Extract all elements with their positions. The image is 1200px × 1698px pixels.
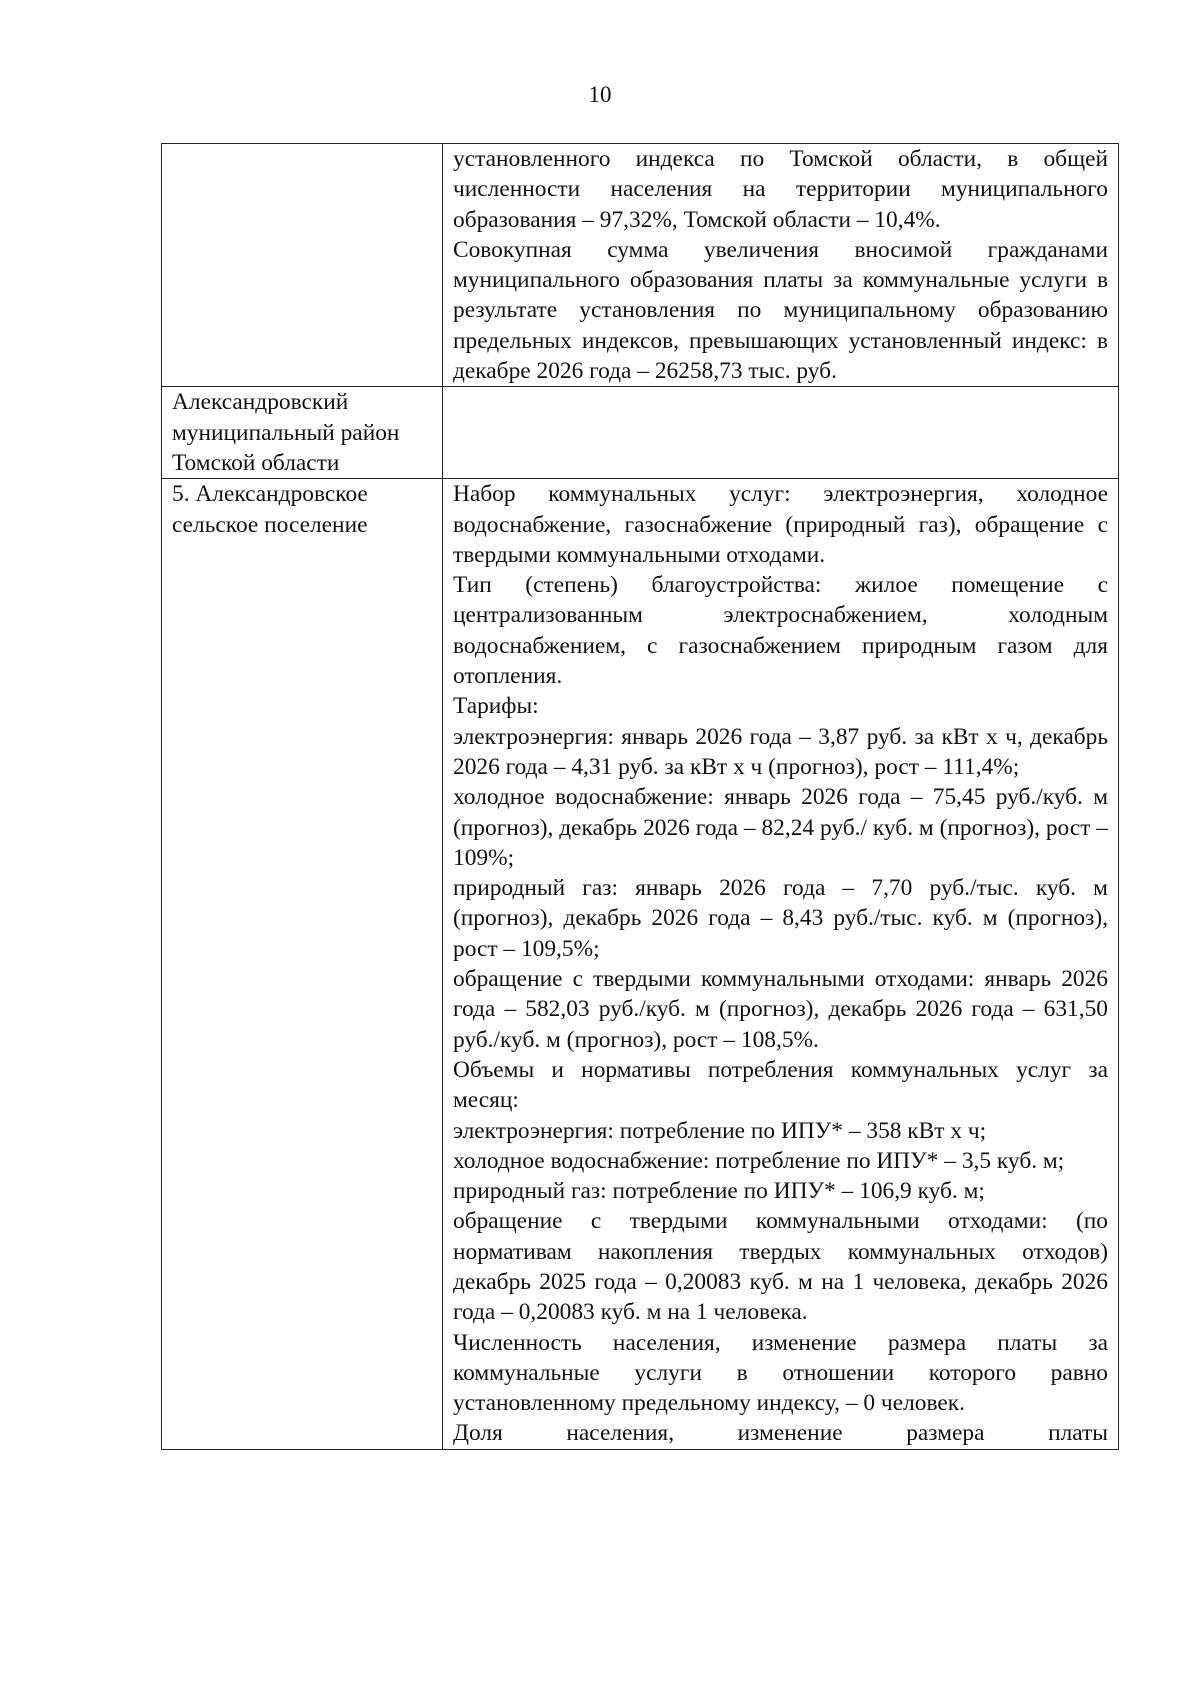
paragraph: холодное водоснабжение: январь 2026 года – 75,45 руб./куб. м (прогноз), декабрь 2026 года – 82,24 руб./ куб. м (прогноз), рост – 109%;: [453, 784, 1108, 871]
table-row: [162, 144, 1119, 387]
paragraph: природный газ: январь 2026 года – 7,70 руб./тыс. куб. м (прогноз), декабрь 2026 года – 8,43 руб./тыс. куб. м (прогноз), рост – 109,5%;: [453, 875, 1108, 962]
paragraph: Тарифы:: [453, 693, 539, 720]
row-label: 5. Александровское сельское поселение: [162, 479, 443, 1450]
paragraph: холодное водоснабжение: потребление по ИПУ* – 3,5 куб. м;: [453, 1147, 1065, 1174]
paragraph: электроэнергия: потребление по ИПУ* – 358 кВт х ч;: [453, 1117, 987, 1144]
row-label: Александровский муниципальный район Томской области: [162, 387, 443, 479]
paragraph: обращение с твердыми коммунальными отходами: январь 2026 года – 582,03 руб./куб. м (прогноз), декабрь 2026 года – 631,50 руб./куб. м (прогноз), рост – 108,5%.: [453, 966, 1108, 1053]
paragraph: Тип (степень) благоустройства: жилое помещение с централизованным электроснабжением, холодным водоснабжением, с газоснабжением природным газом для отопления.: [453, 572, 1108, 690]
paragraph: Численность населения, изменение размера платы за коммунальные услуги в отношении которого равно установленному предельному индексу, – 0 человек.: [453, 1329, 1108, 1417]
paragraph: установленного индекса по Томской области, в общей численности населения на территории муниципального образования – 97,32%, Томской области – 10,4%.: [453, 146, 1108, 233]
page-number: 10: [588, 82, 612, 107]
paragraph: Набор коммунальных услуг: электроэнергия, холодное водоснабжение, газоснабжение (природный газ), обращение с твердыми коммунальными отходами.: [453, 481, 1108, 568]
paragraph: обращение с твердыми коммунальными отходами: (по нормативам накопления твердых коммунальных отходов) декабрь 2025 года – 0,20083 куб. м на 1 человека, декабрь 2026 года – 0,20083 куб. м на 1 человека.: [453, 1208, 1108, 1326]
row-content: [443, 479, 1119, 1450]
paragraph: электроэнергия: январь 2026 года – 3,87 руб. за кВт х ч, декабрь 2026 года – 4,31 руб. за кВт х ч (прогноз), рост – 111,4%;: [453, 723, 1108, 780]
data-table: [161, 143, 1119, 1450]
row-label: [162, 144, 443, 387]
paragraph: природный газ: потребление по ИПУ* – 106,9 куб. м;: [453, 1178, 985, 1205]
paragraph: Доля населения, изменение размера платы: [453, 1420, 1108, 1447]
row-content: [443, 387, 1119, 479]
row-content: [443, 144, 1119, 387]
table-row: [162, 387, 1119, 479]
paragraph: Совокупная сумма увеличения вносимой гражданами муниципального образования платы за коммунальные услуги в результате установления по муниципальному образованию предельных индексов, превышающих установленный индекс: в декабре 2026 года – 26258,73 тыс. руб.: [453, 236, 1108, 385]
paragraph: Объемы и нормативы потребления коммунальных услуг за месяц:: [453, 1056, 1108, 1114]
table-row: [162, 479, 1119, 1450]
